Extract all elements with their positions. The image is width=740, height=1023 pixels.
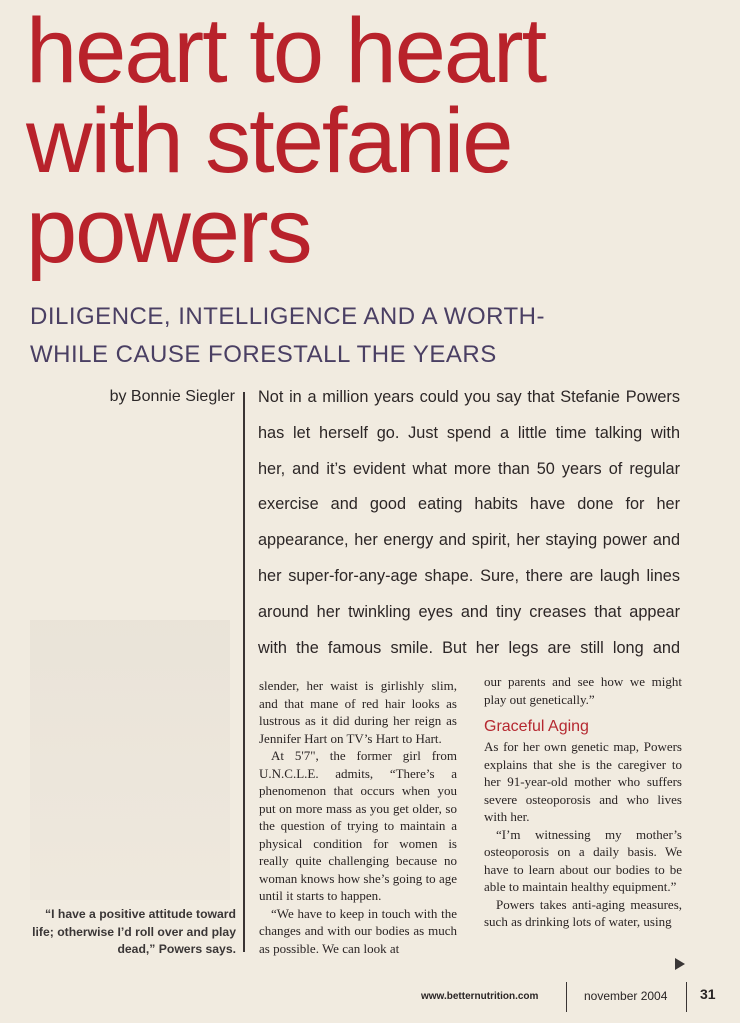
body-paragraph: “I’m witnessing my mother’s osteoporosis on a daily basis. We have to learn about our bodies to be able to maintain healthy equipment.” — [484, 826, 682, 894]
body-paragraph: At 5'7", the former girl from U.N.C.L.E. admits, “There’s a phenomenon that occurs when you put on more mass as you get older, so the question of trying to maintain a physical condition for women is really quite challenging because no woman knows how she’s going to age until it starts to happen. — [259, 748, 457, 903]
title-line: heart to heart — [26, 0, 546, 102]
lead-line: her, and it’s evident what more than 50 years of regular — [258, 459, 680, 478]
body-paragraph: slender, her waist is girlishly slim, and that mane of red hair looks as lustrous as it did during her reign as Jennifer Hart on TV’s Hart to Hart. — [259, 678, 457, 746]
page-number: 31 — [700, 986, 716, 1002]
body-paragraph: “We have to keep in touch with the changes and with our bodies as much as possible. We can look at — [259, 905, 457, 956]
body-paragraph: our parents and see how we might play out genetically.” — [484, 674, 682, 707]
pull-quote: “I have a positive attitude toward life; otherwise I’d roll over and play dead,” Powers says. — [32, 907, 236, 956]
byline: by Bonnie Siegler — [109, 388, 235, 405]
lead-paragraph — [258, 380, 680, 666]
byline-divider — [243, 392, 245, 952]
body-column-1 — [259, 677, 457, 957]
title-line: powers — [26, 180, 311, 282]
footer-divider — [686, 982, 687, 1012]
lead-line: appearance, her energy and spirit, her staying power and — [258, 531, 680, 550]
body-paragraph: Powers takes anti-aging measures, such as drinking lots of water, using — [484, 896, 682, 929]
lead-line: with the famous smile. But her legs are still long and — [258, 638, 680, 657]
continue-arrow-icon — [675, 958, 685, 970]
footer-divider — [566, 982, 567, 1012]
footer-date: november 2004 — [584, 989, 668, 1003]
section-subhead: Graceful Aging — [484, 718, 589, 735]
deck-line: DILIGENCE, INTELLIGENCE AND A WORTH- — [30, 303, 545, 330]
lead-line: her super-for-any-age shape. Sure, there are laugh lines — [258, 566, 680, 585]
deck-line: WHILE CAUSE FORESTALL THE YEARS — [30, 341, 497, 368]
lead-line: has let herself go. Just spend a little time talking with — [258, 423, 680, 442]
article-title — [26, 0, 716, 282]
article-deck — [30, 298, 630, 374]
lead-line: around her twinkling eyes and tiny creases that appear — [258, 602, 680, 621]
lead-line: Not in a million years could you say that Stefanie Powers — [258, 388, 680, 406]
footer-url: www.betternutrition.com — [421, 991, 539, 1002]
body-column-2 — [484, 673, 682, 931]
title-line: with stefanie — [26, 90, 512, 192]
lead-line: exercise and good eating habits have done for her — [258, 495, 680, 514]
show-through-shadow — [30, 620, 230, 900]
body-paragraph: As for her own genetic map, Powers explains that she is the caregiver to her 91-year-old mother who suffers severe osteoporosis and who lives with her. — [484, 739, 682, 824]
